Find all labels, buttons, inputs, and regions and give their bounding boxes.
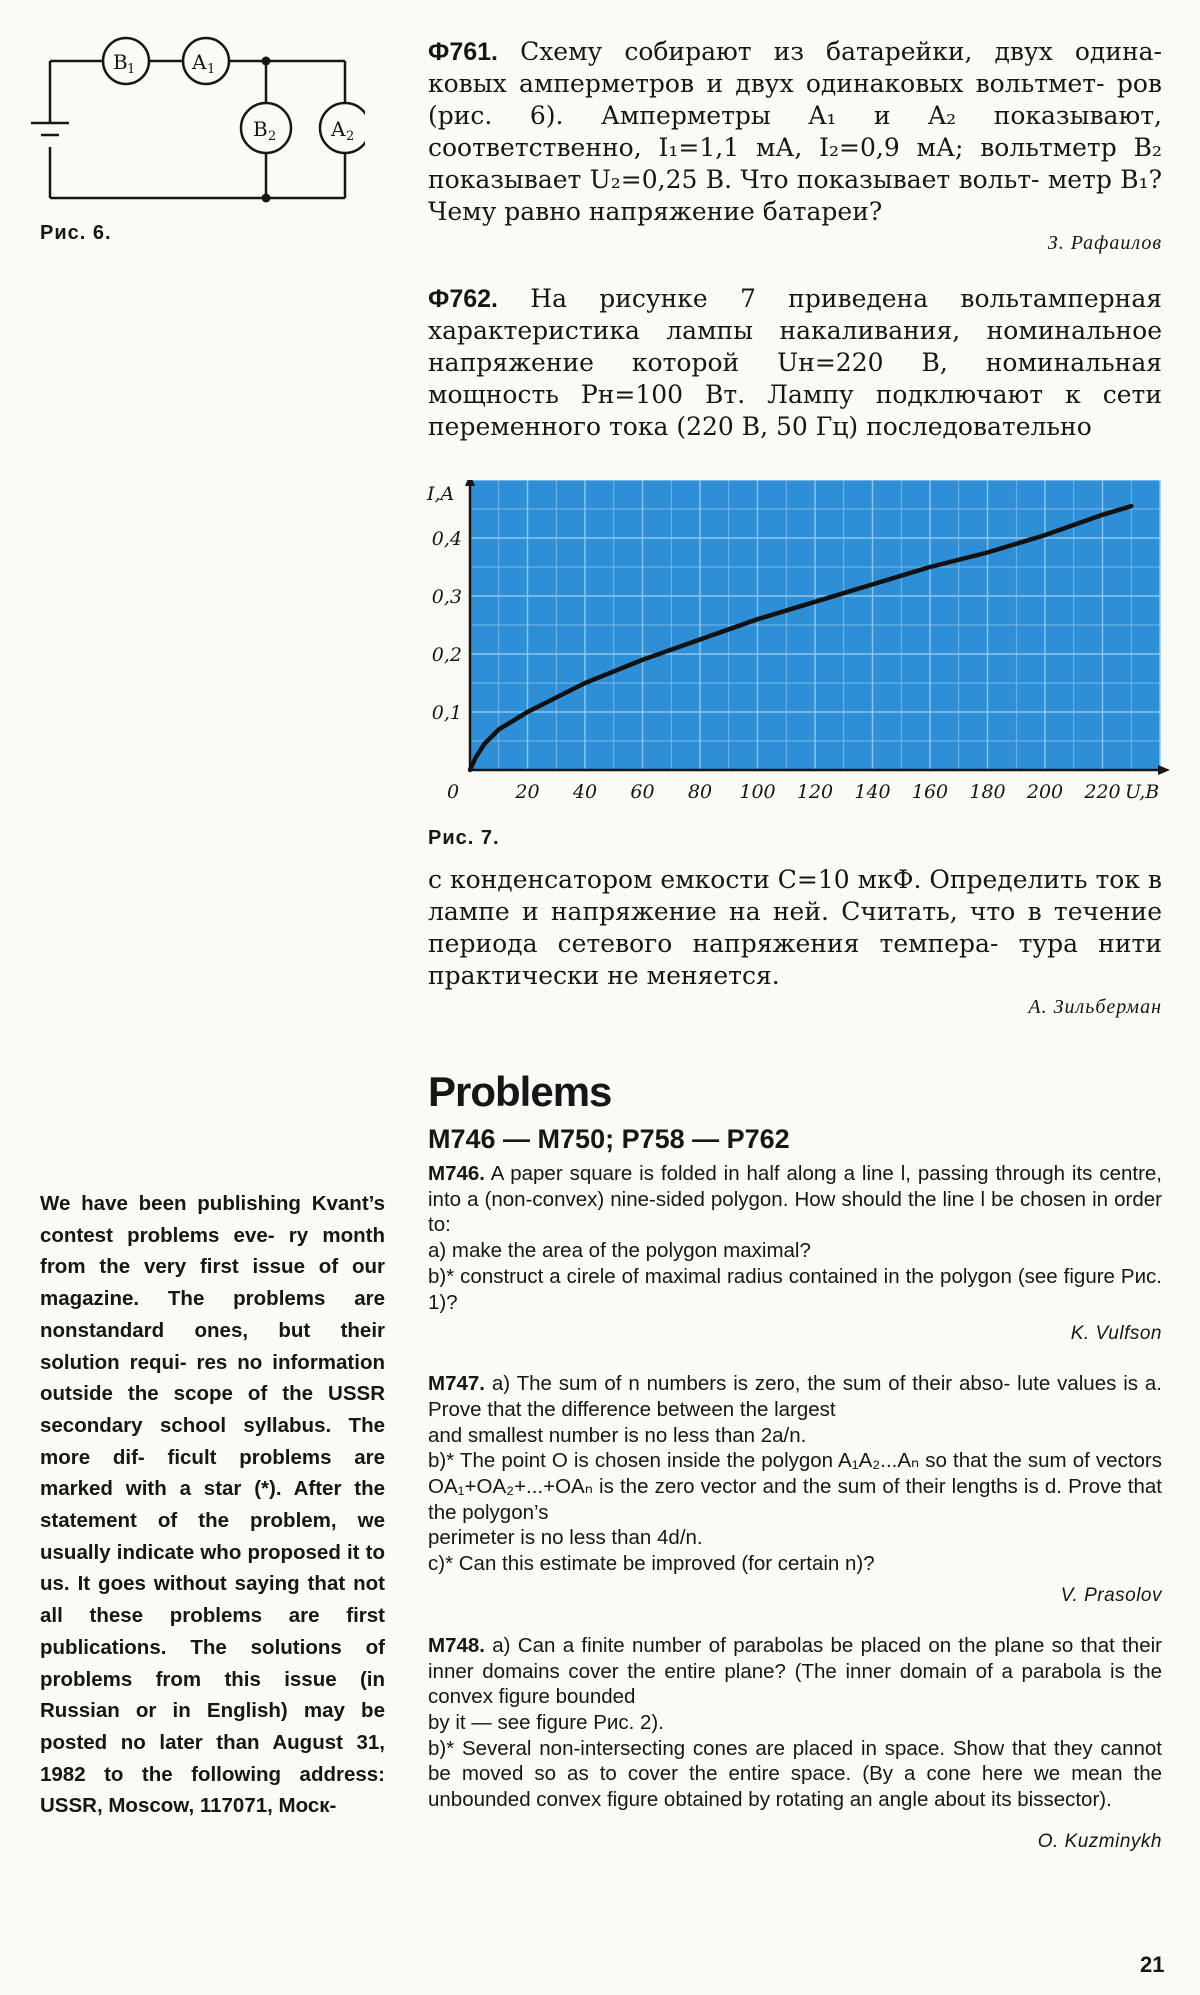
problems-section <box>428 1068 1162 1853</box>
chart-x-tick-label: 20 <box>515 781 540 803</box>
chart-x-tick-label: 60 <box>630 781 655 803</box>
sidebar-line: usually indicate who proposed <box>40 1540 341 1564</box>
page-number: 21 <box>1140 1952 1165 1977</box>
chart-x-tick-label: 200 <box>1026 781 1064 803</box>
problem-m748-line: plane so that their inner domains cover the entire plane? <box>428 1633 1162 1683</box>
meter-a2-label: A <box>331 117 346 141</box>
problem-m747-line: b)* The point O is chosen inside the polygon A₁A₂...Aₙ so that <box>428 1449 988 1473</box>
chart-y-tick-labels <box>432 528 462 724</box>
sidebar-line: that not all these problems <box>40 1572 385 1628</box>
chart-origin-label: 0 <box>447 781 460 803</box>
problem-m746-line: b)* construct a cirele of maximal radius contained in the <box>428 1264 935 1288</box>
problem-f762-line: мощность Pн=100 Вт. Лампу подключают к сети <box>428 380 1162 409</box>
sidebar-line: English) may be posted no <box>40 1699 385 1754</box>
sidebar-line: it to us. It goes without saying <box>40 1540 385 1596</box>
sidebar-line: We have been publishing <box>40 1192 301 1215</box>
sidebar-line: ry month from the very first <box>40 1223 385 1279</box>
problem-f762-line: переменного тока (220 В, 50 Гц) последовательно <box>428 412 1092 441</box>
problem-m746-line: A paper square is folded in half along a line l, passing <box>484 1162 989 1185</box>
problem-f762-continued <box>428 864 1162 1019</box>
chart-y-tick-label: 0,3 <box>431 586 462 608</box>
problem-m747-line: lute values is a. Prove that the difference between the largest <box>428 1372 1162 1421</box>
problem-f761-author: З. Рафаилов <box>1047 232 1162 254</box>
meter-a1-subscript: 1 <box>207 62 216 77</box>
problem-m748-line: (By a cone here we mean the unbounded convex figure obtained <box>428 1762 1162 1812</box>
problem-m746-line: How should the line l be chosen in order to: <box>428 1187 1162 1237</box>
meter-b1-subscript: 1 <box>127 62 136 77</box>
sidebar-line: are first publications. <box>40 1604 385 1659</box>
problem-f761-line: соответственно, I₁=1,1 мА, I₂=0,9 мА; вольтметр <box>428 133 1117 162</box>
problem-m748-line: (The inner domain of a parabola is the convex figure bounded <box>428 1659 1163 1709</box>
problem-f762-number: Ф762. <box>428 285 498 313</box>
chart-x-tick-label: 80 <box>687 781 713 803</box>
figure-7-caption: Рис. 7. <box>428 827 500 849</box>
chart-y-tick-label: 0,1 <box>431 702 462 724</box>
chart-x-tick-labels <box>514 781 1120 803</box>
problem-f761-line: ковых амперметров и двух одинаковых вольтмет- <box>428 69 1105 98</box>
chart-x-tick-label: 100 <box>739 781 776 803</box>
problem-f761-line: Схему собирают из батарейки, двух одина- <box>520 37 1162 66</box>
sidebar-line: The solutions of problems from <box>40 1635 385 1691</box>
meter-b2-label: B <box>253 117 268 141</box>
problem-f761-text <box>428 36 1162 228</box>
sidebar-intro <box>40 1188 385 1822</box>
sidebar-line: school syllabus. The more dif- <box>40 1413 386 1469</box>
circuit-figure <box>25 35 365 210</box>
sidebar-line: issue of our magazine. The <box>40 1255 385 1311</box>
problem-m748-line: by rotating an angle about its bissector). <box>748 1788 1112 1812</box>
problem-m748-line: a) Can a finite number of parabolas be placed on the <box>484 1633 987 1657</box>
chart-x-tick-label: 40 <box>572 781 598 803</box>
problem-f762-continued-text <box>428 864 1162 992</box>
problem-f762-line: характеристика лампы накаливания, номинальное <box>428 316 1162 345</box>
problems-subheading: M746 — M750; P758 — P762 <box>428 1124 790 1154</box>
chart-x-tick-label: 140 <box>854 781 891 803</box>
problem-m746-line: polygon (see figure Рис. 1)? <box>428 1264 1162 1314</box>
problem-m747-line: and smallest number is no less than 2a/n. <box>428 1423 807 1447</box>
problem-m746-author: K. Vulfson <box>1070 1323 1162 1345</box>
problem-m748-line: b)* Several non-intersecting cones are placed in space. Show <box>428 1736 1005 1760</box>
chart-y-tick-label: 0,2 <box>431 644 462 666</box>
chart-x-tick-label: 180 <box>969 781 1006 803</box>
problem-m746-line: a) make the area of the polygon maximal? <box>428 1239 811 1263</box>
sidebar-line: problems are nonstandard <box>40 1287 385 1342</box>
sidebar-line: later than August 31, 1982 <box>40 1730 386 1786</box>
sidebar-line: to the following address: <box>104 1762 386 1786</box>
problem-f762-line: На рисунке 7 приведена вольтамперная <box>530 284 1162 313</box>
problem-f762-line: напряжение которой Uн=220 В, номинальная <box>428 348 1162 377</box>
sidebar-line: scope of the USSR secondary <box>40 1382 385 1437</box>
problem-m746 <box>428 1161 1162 1345</box>
problem-f761-line: B₂ показывает U₂=0,25 В. Что показывает вольт- <box>428 133 1162 194</box>
problem-m747-line: and the sum of their lengths is d. Prove that the polygon’s <box>428 1475 1162 1524</box>
problem-m747-text <box>428 1371 1162 1577</box>
meter-a1-label: A <box>192 50 207 74</box>
chart-y-axis-label: I,A <box>427 483 455 505</box>
problem-m748-author: O. Kuzminykh <box>1037 1830 1162 1852</box>
problem-m746-text <box>428 1161 1162 1315</box>
meter-b1-label: B <box>113 50 128 74</box>
sidebar-line: with a star (*). After the <box>125 1477 385 1501</box>
problem-m746-number: M746. <box>428 1162 485 1185</box>
problem-f761-number: Ф761. <box>428 38 498 66</box>
sidebar-line: res no information outside the <box>40 1350 385 1406</box>
sidebar-line: Kvant’s contest problems eve- <box>40 1192 385 1247</box>
chart-x-tick-label: 160 <box>911 781 949 803</box>
sidebar-line: this issue (in Russian or in <box>40 1667 385 1723</box>
problem-m747-author: V. Prasolov <box>1060 1584 1162 1606</box>
problem-f762-line: тура нити практически не меняется. <box>428 929 1162 990</box>
problem-m747-line: c)* Can this estimate be improved (for certain n)? <box>428 1552 875 1576</box>
problem-m748-number: M748. <box>428 1633 485 1657</box>
problem-m748-line: by it — see figure Рис. 2). <box>428 1710 664 1734</box>
sidebar-text <box>40 1188 385 1822</box>
chart-x-tick-label: 220 <box>1084 781 1121 803</box>
chart-y-tick-label: 0,4 <box>431 528 462 550</box>
problem-m746-line: through its centre, into a (non-convex) nine-sided polygon. <box>428 1162 1162 1211</box>
problem-m747-line: the sum of vectors OA₁+OA₂+...+OAₙ is the zero vector <box>428 1449 1162 1499</box>
problem-m748 <box>428 1633 1162 1853</box>
meter-a2-subscript: 2 <box>346 129 355 144</box>
problem-f762-line: ток в лампе и напряжение на ней. Считать, что <box>428 865 1162 926</box>
problem-f761 <box>428 36 1162 255</box>
problem-m748-text <box>428 1633 1162 1813</box>
problem-f761-line: ров (рис. 6). Амперметры A₁ и A₂ показывают, <box>428 69 1162 130</box>
sidebar-line: statement of the problem, we <box>40 1509 385 1533</box>
problem-m747-line: a) The sum of n numbers is zero, the sum of their abso- <box>484 1372 1011 1396</box>
problem-f762-line: в течение периода сетевого напряжения темпера- <box>428 897 1162 958</box>
iv-chart <box>425 480 1170 820</box>
problem-m748-line: that they cannot be moved so as to cover the entire space. <box>428 1736 1162 1786</box>
problem-m747 <box>428 1371 1162 1607</box>
problem-m747-line: perimeter is no less than 4d/n. <box>428 1526 703 1550</box>
problem-f762 <box>428 283 1162 443</box>
sidebar-line: USSR, Moscow, 117071, Моск- <box>40 1794 337 1818</box>
problem-f762-line: с конденсатором емкости C=10 мкФ. Определить <box>428 865 1088 894</box>
problem-f762-author: А. Зильберман <box>1028 996 1162 1018</box>
chart-x-axis-arrow <box>1158 765 1170 775</box>
chart-x-axis-label: U,В <box>1125 781 1160 803</box>
problem-f761-line: метр B₁? Чему равно напряжение батареи? <box>428 165 1163 226</box>
problems-heading: Problems <box>428 1068 612 1115</box>
problem-f762-text <box>428 283 1162 443</box>
sidebar-line: ficult problems are marked <box>40 1445 385 1501</box>
chart-x-tick-label: 120 <box>796 781 834 803</box>
meter-b2-subscript: 2 <box>268 129 277 144</box>
problem-m747-number: M747. <box>428 1372 485 1396</box>
figure-6-caption: Рис. 6. <box>40 222 112 244</box>
sidebar-line: ones, but their solution requi- <box>40 1318 385 1374</box>
